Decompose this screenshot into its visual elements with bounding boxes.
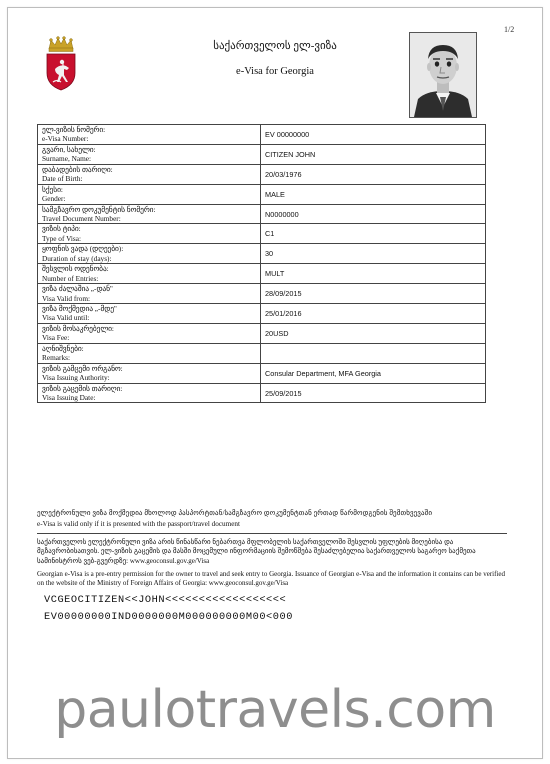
divider xyxy=(37,533,507,534)
watermark: paulotravels.com xyxy=(54,680,496,740)
field-label xyxy=(38,224,261,244)
mrz-line-2: EV00000000IND0000000M000000000M00<000 xyxy=(44,611,293,623)
field-value xyxy=(261,343,486,363)
field-label-en: Gender: xyxy=(42,194,66,204)
field-label-en: Type of Visa: xyxy=(42,233,82,243)
field-label-en: Surname, Name: xyxy=(42,154,92,164)
field-label-ka: გვარი, სახელი: xyxy=(42,144,96,154)
field-label-ka: ვიზის გამცემი ორგანო: xyxy=(42,363,123,373)
field-label-en: Number of Entries: xyxy=(42,273,99,283)
field-label-ka: ვიზის გაცემის თარიღი: xyxy=(42,383,123,393)
field-label-ka: ვიზა მოქმედია „-მდე" xyxy=(42,304,117,314)
mrz-line-1: VCGEOCITIZEN<<JOHN<<<<<<<<<<<<<<<<<< xyxy=(44,594,287,606)
holder-photo xyxy=(409,32,477,118)
field-value: 25/09/2015 xyxy=(261,383,486,403)
validity-note-ka: ელექტრონული ვიზა მოქმედია მხოლოდ პასპორტთან/სამგზავრო დოკუმენტთან ერთად წარმოდგენის შემთხვევაში xyxy=(37,509,433,517)
field-value: MALE xyxy=(261,184,486,204)
table-row xyxy=(38,383,486,403)
info-note-en: Georgian e-Visa is a pre-entry permission for the owner to travel and seek entry to Georgia. Issuance of Georgian e-Visa and the information it contains can be verified on the website of the Ministry of Foreign Affairs of Georgia: www.geoconsul.gov.ge/Visa xyxy=(37,570,506,588)
field-value: EV 00000000 xyxy=(261,125,486,145)
table-row xyxy=(38,125,486,145)
field-label-ka: სქესი: xyxy=(42,184,63,194)
field-label-en: Visa Issuing Authority: xyxy=(42,373,110,383)
table-row xyxy=(38,264,486,284)
field-label-en: Date of Birth: xyxy=(42,174,83,184)
field-value: 28/09/2015 xyxy=(261,284,486,304)
field-value: 20USD xyxy=(261,323,486,343)
table-row xyxy=(38,323,486,343)
table-row xyxy=(38,164,486,184)
validity-note xyxy=(37,508,497,529)
field-label-en: Travel Document Number: xyxy=(42,214,121,223)
field-label-en: e-Visa Number: xyxy=(42,134,89,144)
table-row xyxy=(38,343,486,363)
field-value: 25/01/2016 xyxy=(261,304,486,324)
table-row xyxy=(38,244,486,264)
table-row xyxy=(38,284,486,304)
field-label-en: Visa Valid from: xyxy=(42,293,91,303)
field-value: Consular Department, MFA Georgia xyxy=(261,363,486,383)
field-label xyxy=(38,244,261,264)
table-row xyxy=(38,304,486,324)
field-label xyxy=(38,164,261,184)
field-label xyxy=(38,383,261,403)
field-label-en: Visa Fee: xyxy=(42,333,70,343)
field-label-ka: ყოფნის ვადა (დღეები): xyxy=(42,244,124,254)
field-label xyxy=(38,323,261,343)
title-english: e-Visa for Georgia xyxy=(236,66,314,77)
field-label-ka: ვიზის მოსაკრებელი: xyxy=(42,323,114,333)
portrait-image xyxy=(410,33,476,117)
field-label xyxy=(38,343,261,363)
field-label-ka: დაბადების თარიღი: xyxy=(42,164,113,174)
field-label xyxy=(38,284,261,304)
field-label-ka: ვიზის ტიპი: xyxy=(42,224,81,234)
field-label xyxy=(38,144,261,164)
title-georgian: საქართველოს ელ-ვიზა xyxy=(213,40,337,52)
validity-note-en: e-Visa is valid only if it is presented with the passport/travel document xyxy=(37,519,240,528)
page-number: 1/2 xyxy=(504,25,515,34)
field-label-en: Visa Issuing Date: xyxy=(42,393,96,403)
field-label-en: Remarks: xyxy=(42,353,70,363)
visa-details-table xyxy=(37,124,486,403)
field-label-en: Visa Valid until: xyxy=(42,313,90,323)
field-label-ka: შესვლის ოდენობა: xyxy=(42,264,109,274)
field-label xyxy=(38,125,261,145)
field-label-en: Duration of stay (days): xyxy=(42,253,112,263)
field-label xyxy=(38,184,261,204)
field-label xyxy=(38,304,261,324)
field-label-ka: აღნიშვნები: xyxy=(42,343,84,353)
field-value: C1 xyxy=(261,224,486,244)
table-row xyxy=(38,363,486,383)
field-label-ka: სამგზავრო დოკუმენტის ნომერი: xyxy=(42,204,156,214)
field-label xyxy=(38,204,261,224)
field-value: MULT xyxy=(261,264,486,284)
table-row xyxy=(38,224,486,244)
table-row xyxy=(38,204,486,224)
field-label-ka: ელ-ვიზის ნომერი: xyxy=(42,125,106,135)
field-value: 30 xyxy=(261,244,486,264)
info-note-ka: საქართველოს ელექტრონული ვიზა არის წინასწარი ნებართვა მფლობელის საქართველოში შესვლის უფლების მიღებისა და მგზავრობისათვის. ელ-ვიზის გაცემის და მასში მოცემული ინფორმაციის შემოწმება შესაძლებელია საქართველოს საგარეო საქმეთა სამინისტროს ვებ-გვერდზე: www.geoconsul.gov.ge/Visa xyxy=(37,538,476,565)
field-label-ka: ვიზა ძალაშია „-დან" xyxy=(42,284,113,294)
field-value: N0000000 xyxy=(261,204,486,224)
table-row xyxy=(38,144,486,164)
field-value: CITIZEN JOHN xyxy=(261,144,486,164)
field-label xyxy=(38,264,261,284)
table-row xyxy=(38,184,486,204)
field-value: 20/03/1976 xyxy=(261,164,486,184)
field-label xyxy=(38,363,261,383)
